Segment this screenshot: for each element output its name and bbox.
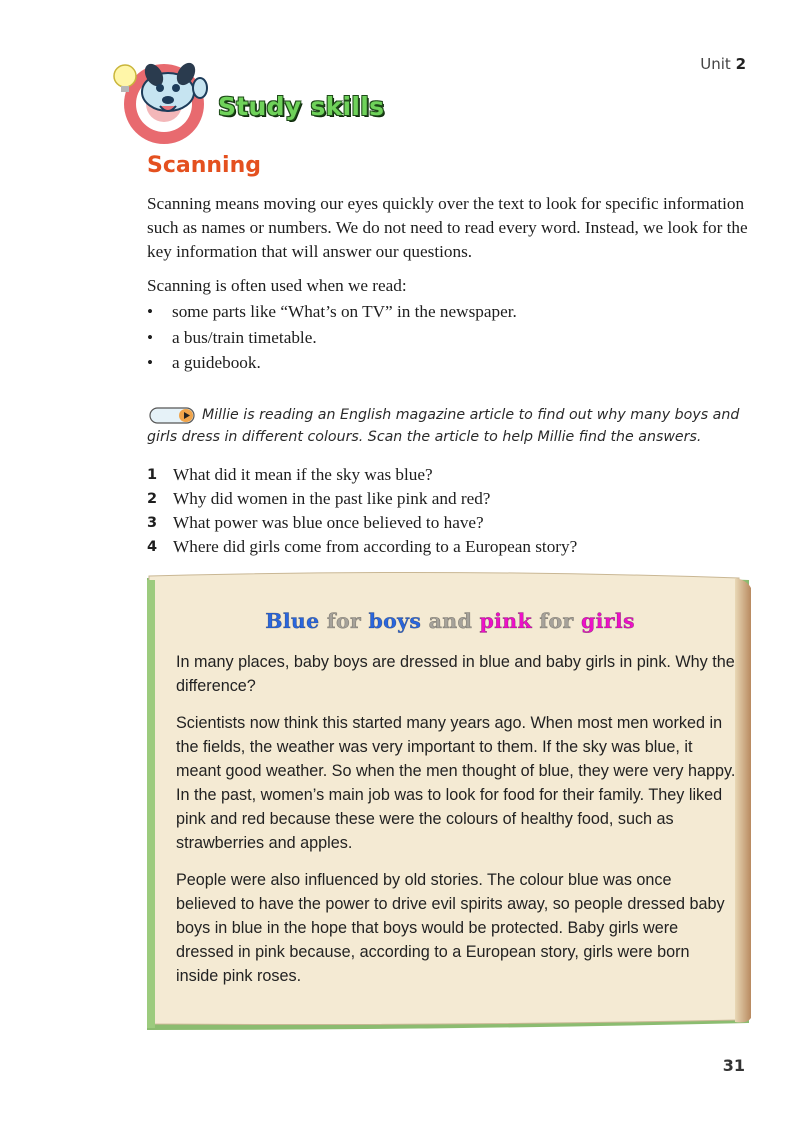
list-item-text: a guidebook. xyxy=(172,353,261,372)
unit-number: 2 xyxy=(735,55,746,73)
list-item-text: some parts like “What’s on TV” in the newspaper. xyxy=(172,302,517,321)
question-text: Where did girls come from according to a European story? xyxy=(173,537,578,556)
article-paragraph: Scientists now think this started many years ago. When most men worked in the fields, the weather was very important to them. If the sky was blue, it meant good weather. So when the men thought of blue, they were very happy. In the past, women’s main job was to look for food for their family. They liked pink and red because these were the colours of healthy food, such as strawberries and apples. xyxy=(176,714,736,852)
title-word: Blue xyxy=(265,609,320,633)
bullet-dot: • xyxy=(147,353,154,372)
title-word: and xyxy=(428,609,473,633)
title-word: pink xyxy=(479,609,532,633)
list-item-text: a bus/train timetable. xyxy=(172,327,317,347)
question-number: 2 xyxy=(147,491,158,507)
question-number: 4 xyxy=(147,539,158,555)
section-title: Study skills xyxy=(218,92,385,121)
article-paragraph: People were also influenced by old stories. The colour blue was once believed to have the power to drive evil spirits away, so people dressed baby boys in blue in the hope that boys would be protected. Baby girls were dressed in pink because, according to a European story, girls were born inside pink roses. xyxy=(176,871,725,985)
title-word: for xyxy=(326,609,362,633)
question-item xyxy=(147,463,577,487)
scanning-heading: Scanning xyxy=(147,153,262,178)
article-paragraph: In many places, baby boys are dressed in blue and baby girls in pink. Why the difference? xyxy=(176,653,735,695)
bullet-dot: • xyxy=(147,327,154,347)
bullet-dot: • xyxy=(147,302,154,321)
question-number: 3 xyxy=(147,515,158,531)
intro-paragraph: Scanning means moving our eyes quickly over the text to look for specific information such as names or numbers. We do not need to read every word. Instead, we look for the key information that will answer our questions. xyxy=(147,194,748,261)
question-number: 1 xyxy=(147,467,158,483)
question-text: What power was blue once believed to have? xyxy=(173,513,484,532)
instruction-text: Millie is reading an English magazine article to find out why many boys and girls dress in different colours. Scan the article to help Millie find the answers. xyxy=(147,407,740,445)
list-item xyxy=(147,299,517,325)
question-item xyxy=(147,487,577,511)
list-item xyxy=(147,350,517,376)
title-word: girls xyxy=(581,609,635,633)
list-item xyxy=(147,325,517,351)
dog-mascot-icon xyxy=(108,58,228,148)
question-text: What did it mean if the sky was blue? xyxy=(173,465,433,484)
used-when-text: Scanning is often used when we read: xyxy=(147,276,407,295)
question-item xyxy=(147,511,577,535)
unit-label xyxy=(700,55,746,73)
page-number: 31 xyxy=(722,1056,745,1075)
title-word: for xyxy=(539,609,574,633)
bullet-list xyxy=(147,299,517,376)
question-item xyxy=(147,535,577,559)
unit-word: Unit xyxy=(700,55,731,73)
title-word: boys xyxy=(368,609,422,633)
question-text: Why did women in the past like pink and red? xyxy=(173,489,491,508)
article-body xyxy=(176,650,736,1001)
question-list xyxy=(147,463,577,559)
article-title xyxy=(150,609,750,633)
